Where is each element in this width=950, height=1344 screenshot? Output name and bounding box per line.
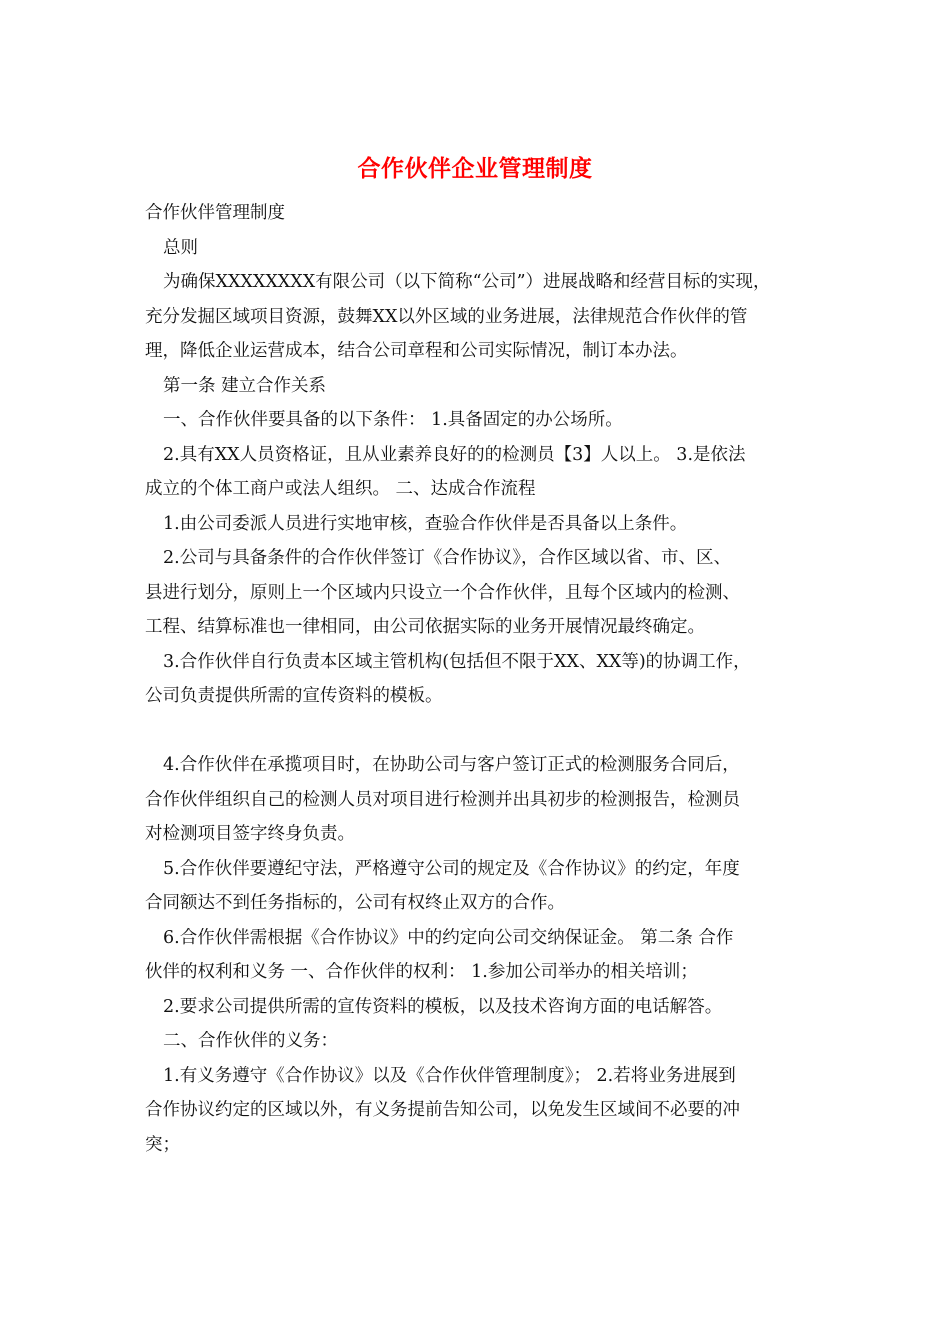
text-line: 总则 bbox=[163, 237, 198, 258]
text-line: 公司负责提供所需的宣传资料的模板。 bbox=[145, 686, 443, 706]
document-title: 合作伙伴企业管理制度 bbox=[357, 156, 593, 182]
text-line: 理，降低企业运营成本，结合公司章程和公司实际情况，制订本办法。 bbox=[145, 341, 688, 361]
text-line: 2.公司与具备条件的合作伙伴签订《合作协议》，合作区域以省、市、区、 bbox=[163, 548, 731, 568]
text-line: 一、合作伙伴要具备的以下条件： 1.具备固定的办公场所。 bbox=[163, 410, 623, 430]
text-line: 伙伴的权利和义务 一、合作伙伴的权利： 1.参加公司举办的相关培训； bbox=[145, 962, 698, 982]
text-line: 5.合作伙伴要遵纪守法，严格遵守公司的规定及《合作协议》的约定，年度 bbox=[163, 858, 740, 879]
text-line: 第一条 建立合作关系 bbox=[163, 375, 327, 396]
text-line: 县进行划分，原则上一个区域内只设立一个合作伙伴，且每个区域内的检测、 bbox=[145, 582, 740, 603]
text-line: 2.要求公司提供所需的宣传资料的模板，以及技术咨询方面的电话解答。 bbox=[163, 996, 723, 1017]
blank-line bbox=[145, 714, 815, 749]
document-body bbox=[145, 196, 815, 1162]
text-line: 充分发掘区域项目资源，鼓舞XX以外区域的业务进展，法律规范合作伙伴的管 bbox=[145, 306, 748, 327]
text-line: 对检测项目签字终身负责。 bbox=[145, 824, 355, 844]
text-line: 1.有义务遵守《合作协议》以及《合作伙伴管理制度》； 2.若将业务进展到 bbox=[163, 1065, 736, 1086]
text-line: 合作协议约定的区域以外，有义务提前告知公司，以免发生区域间不必要的冲 bbox=[145, 1100, 740, 1120]
text-line: 突； bbox=[145, 1134, 180, 1155]
text-line: 成立的个体工商户或法人组织。 二、达成合作流程 bbox=[145, 479, 536, 499]
text-line: 4.合作伙伴在承揽项目时，在协助公司与客户签订正式的检测服务合同后， bbox=[163, 755, 740, 775]
text-line: 6.合作伙伴需根据《合作协议》中的约定向公司交纳保证金。 第二条 合作 bbox=[163, 927, 734, 948]
text-line: 为确保XXXXXXXX有限公司（以下简称“公司”）进展战略和经营目标的实现， bbox=[163, 272, 771, 292]
text-line: 二、合作伙伴的义务： bbox=[163, 1031, 338, 1051]
text-line: 2.具有XX人员资格证，且从业素养良好的的检测员【3】人以上。 3.是依法 bbox=[163, 444, 746, 465]
text-line: 合作伙伴组织自己的检测人员对项目进行检测并出具初步的检测报告，检测员 bbox=[145, 789, 740, 810]
text-line: 合同额达不到任务指标的，公司有权终止双方的合作。 bbox=[145, 893, 565, 913]
text-line: 3.合作伙伴自行负责本区域主管机构(包括但不限于XX、XX等)的协调工作， bbox=[163, 651, 751, 672]
text-line: 工程、结算标准也一律相同，由公司依据实际的业务开展情况最终确定。 bbox=[145, 617, 705, 637]
text-line: 1.由公司委派人员进行实地审核，查验合作伙伴是否具备以上条件。 bbox=[163, 513, 688, 534]
text-line: 合作伙伴管理制度 bbox=[145, 203, 285, 223]
